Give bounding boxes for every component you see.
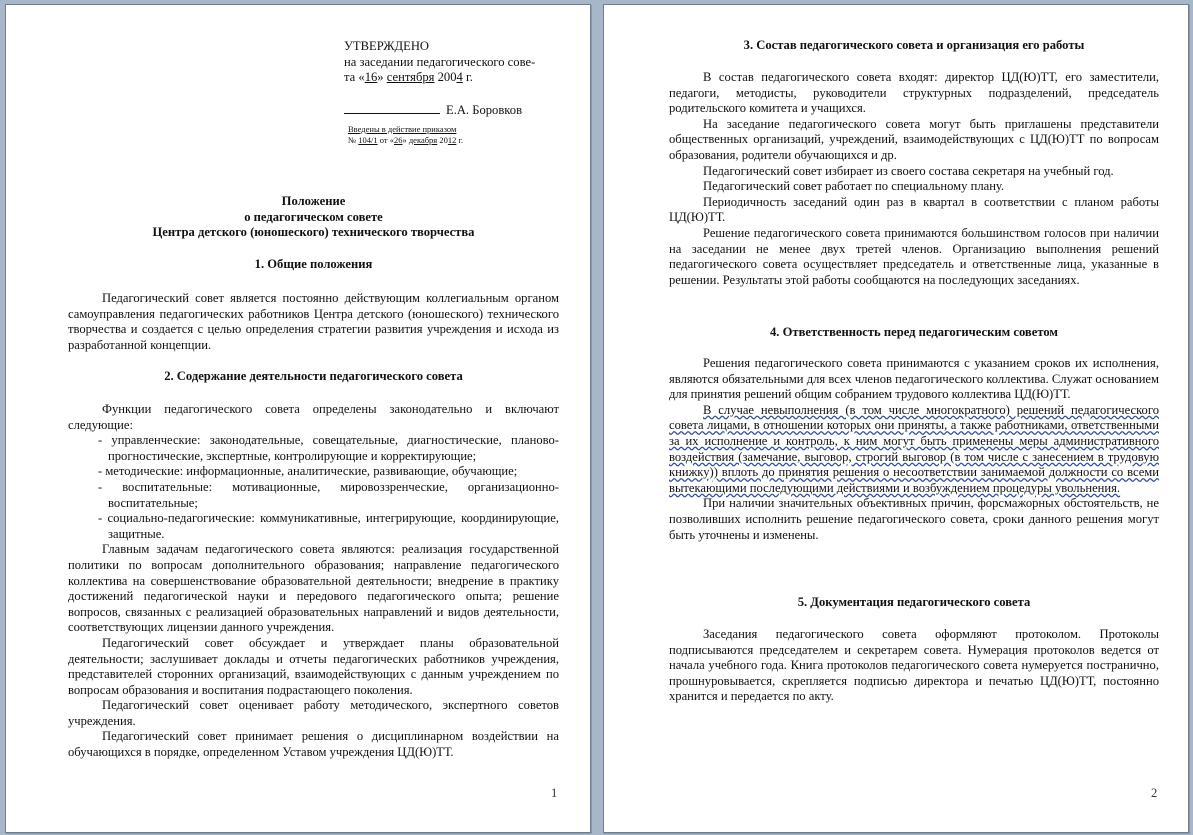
section1-heading: 1. Общие положения xyxy=(254,257,373,271)
section3-paragraph-5: Периодичность заседаний один раз в квартал в соответствии с планом работы ЦД(Ю)ТТ. xyxy=(669,194,1159,225)
section2-paragraph-4: Педагогический совет принимает решения о дисциплинарном воздействии на обучающихся в порядке, определенном Уставом учреждения ЦД(Ю)ТТ. xyxy=(68,729,559,760)
section3-paragraph-3: Педагогический совет избирает из своего состава секретаря на учебный год. xyxy=(703,163,1114,178)
order-block xyxy=(348,124,463,146)
section4-paragraph-2: В случае невыполнения (в том числе многократного) решений педагогического совета лицами, в отношении которых они приняты, а также работниками, ответственными за их исполнение и контроль, к ним могут быть применены меры административного воздействия (замечание, выговор, строгий выговор (в том числе с занесением в трудовую книжку)) вплоть до принятия решения о несоответствии занимаемой должности со всеми вытекающими последующими действиями и возбуждением процедуры увольнения. xyxy=(669,402,1159,495)
page-number-2: 2 xyxy=(1151,786,1158,800)
section2-paragraph-2: Педагогический совет обсуждает и утверждает планы образовательной деятельности; заслушивает доклады и отчеты педагогических работников учреждения, представителей сторонних организаций, взаимодействующих с данным учреждением по вопросам образования и воспитания подрастающего поколения. xyxy=(68,635,559,697)
list-item: - управленческие: законодательные, совещательные, диагностические, планово-прогностические, экспертные, контролирующие и корректирующие; xyxy=(98,433,559,463)
document-page-2 xyxy=(603,4,1189,833)
approval-date: та «16» сентября 2004 г. xyxy=(344,70,473,85)
list-item: - социально-педагогические: коммуникативные, интегрирующие, координирующие, защитные. xyxy=(98,511,559,541)
document-page-1 xyxy=(5,4,591,833)
list-item: - методические: информационные, аналитические, развивающие, обучающие; xyxy=(98,464,518,479)
section3-heading: 3. Состав педагогического совета и организация его работы xyxy=(743,38,1085,52)
section3-body xyxy=(669,70,1159,288)
section4-body xyxy=(669,356,1159,543)
list-item: - воспитательные: мотивационные, мировоззренческие, организационно-воспитательные; xyxy=(98,479,559,510)
section5-paragraph-1: Заседания педагогического совета оформляют протоколом. Протоколы подписываются председателем и секретарем совета. Нумерация протоколов ведется от начала учебного года. Книга протоколов педагогического совета нумеруется постранично, прошнуровывается, скрепляется подписью директора и печатью ЦД(Ю)ТТ, постоянно хранится и передается по акту. xyxy=(669,627,1159,704)
section4-heading: 4. Ответственность перед педагогическим советом xyxy=(770,325,1058,339)
signature-blank xyxy=(344,102,440,114)
signature-line xyxy=(344,102,522,118)
section2-heading: 2. Содержание деятельности педагогического совета xyxy=(164,369,463,383)
signature-name: Е.А. Боровков xyxy=(446,103,523,117)
section3-paragraph-6: Решение педагогического совета принимаются большинством голосов при наличии на заседании не менее двух третей членов. Организацию выполнения решений педагогического совета осуществляет председатель и ответственные лица, указанные в решении. Результаты этой работы сообщаются на последующих заседаниях. xyxy=(669,225,1159,287)
approval-month: сентября xyxy=(386,70,435,85)
section4-paragraph-1: Решения педагогического совета принимаются с указанием сроков их исполнения, являются обязательными для всех членов педагогического коллектива. Служат основанием для принятия решений общим собранием трудового коллектива ЦД(Ю)ТТ. xyxy=(669,356,1159,402)
section3-paragraph-2: На заседание педагогического совета могут быть приглашены представители общественных организаций, учреждений, взаимодействующих с ЦД(Ю)ТТ по вопросам образования, родители обучающихся и др. xyxy=(669,116,1159,162)
section2-intro: Функции педагогического совета определены законодательно и включают следующие: xyxy=(68,402,559,432)
section3-paragraph-1: В состав педагогического совета входят: директор ЦД(Ю)ТТ, его заместители, педагоги, методисты, руководители структурных подразделений, председатель родительского комитета и учащихся. xyxy=(669,70,1159,116)
approval-day: 16 xyxy=(364,70,378,85)
page-number-1: 1 xyxy=(551,786,558,800)
section2-list xyxy=(68,433,559,542)
approval-block xyxy=(344,39,564,86)
section1-text: Педагогический совет является постоянно действующим коллегиальным органом самоуправления педагогических работников Центра детского (юношеского) технического творчества и создается с целью определения стратегии развития учреждения и исхода из разработанной концепции. xyxy=(68,291,559,352)
section4-paragraph-3: При наличии значительных объективных причин, форсмажорных обстоятельств, не позволивших исполнить решение педагогического совета, сроки данного решения могут быть уточнены и изменены. xyxy=(669,496,1159,542)
section5-heading: 5. Документация педагогического совета xyxy=(797,595,1031,609)
approval-line1: на заседании педагогического сове- xyxy=(344,54,536,69)
section5-body xyxy=(669,627,1159,705)
approval-title: УТВЕРЖДЕНО xyxy=(344,39,430,53)
section2-body xyxy=(68,402,559,761)
order-line2: № 104/1 от «26» декабря 2012 г. xyxy=(348,135,464,145)
order-line1: Введены в действие приказом xyxy=(348,124,457,134)
section2-paragraph-1: Главным задачам педагогического совета являются: реализация государственной политики по вопросам дополнительного образования; направление педагогического коллектива на совершенствование образовательной деятельности; внедрение в практику достижений педагогической науки и передового педагогического опыта; решение вопросов, связанных с реализацией образовательных направлений и видов деятельности, соответствующих лицензии данного учреждения. xyxy=(68,542,559,635)
document-title: Положение о педагогическом совете Центра детского (юношеского) технического творчества xyxy=(152,194,475,240)
section3-paragraph-4: Педагогический совет работает по специальному плану. xyxy=(703,179,1005,194)
section2-paragraph-3: Педагогический совет оценивает работу методического, экспертного советов учреждения. xyxy=(68,698,559,728)
